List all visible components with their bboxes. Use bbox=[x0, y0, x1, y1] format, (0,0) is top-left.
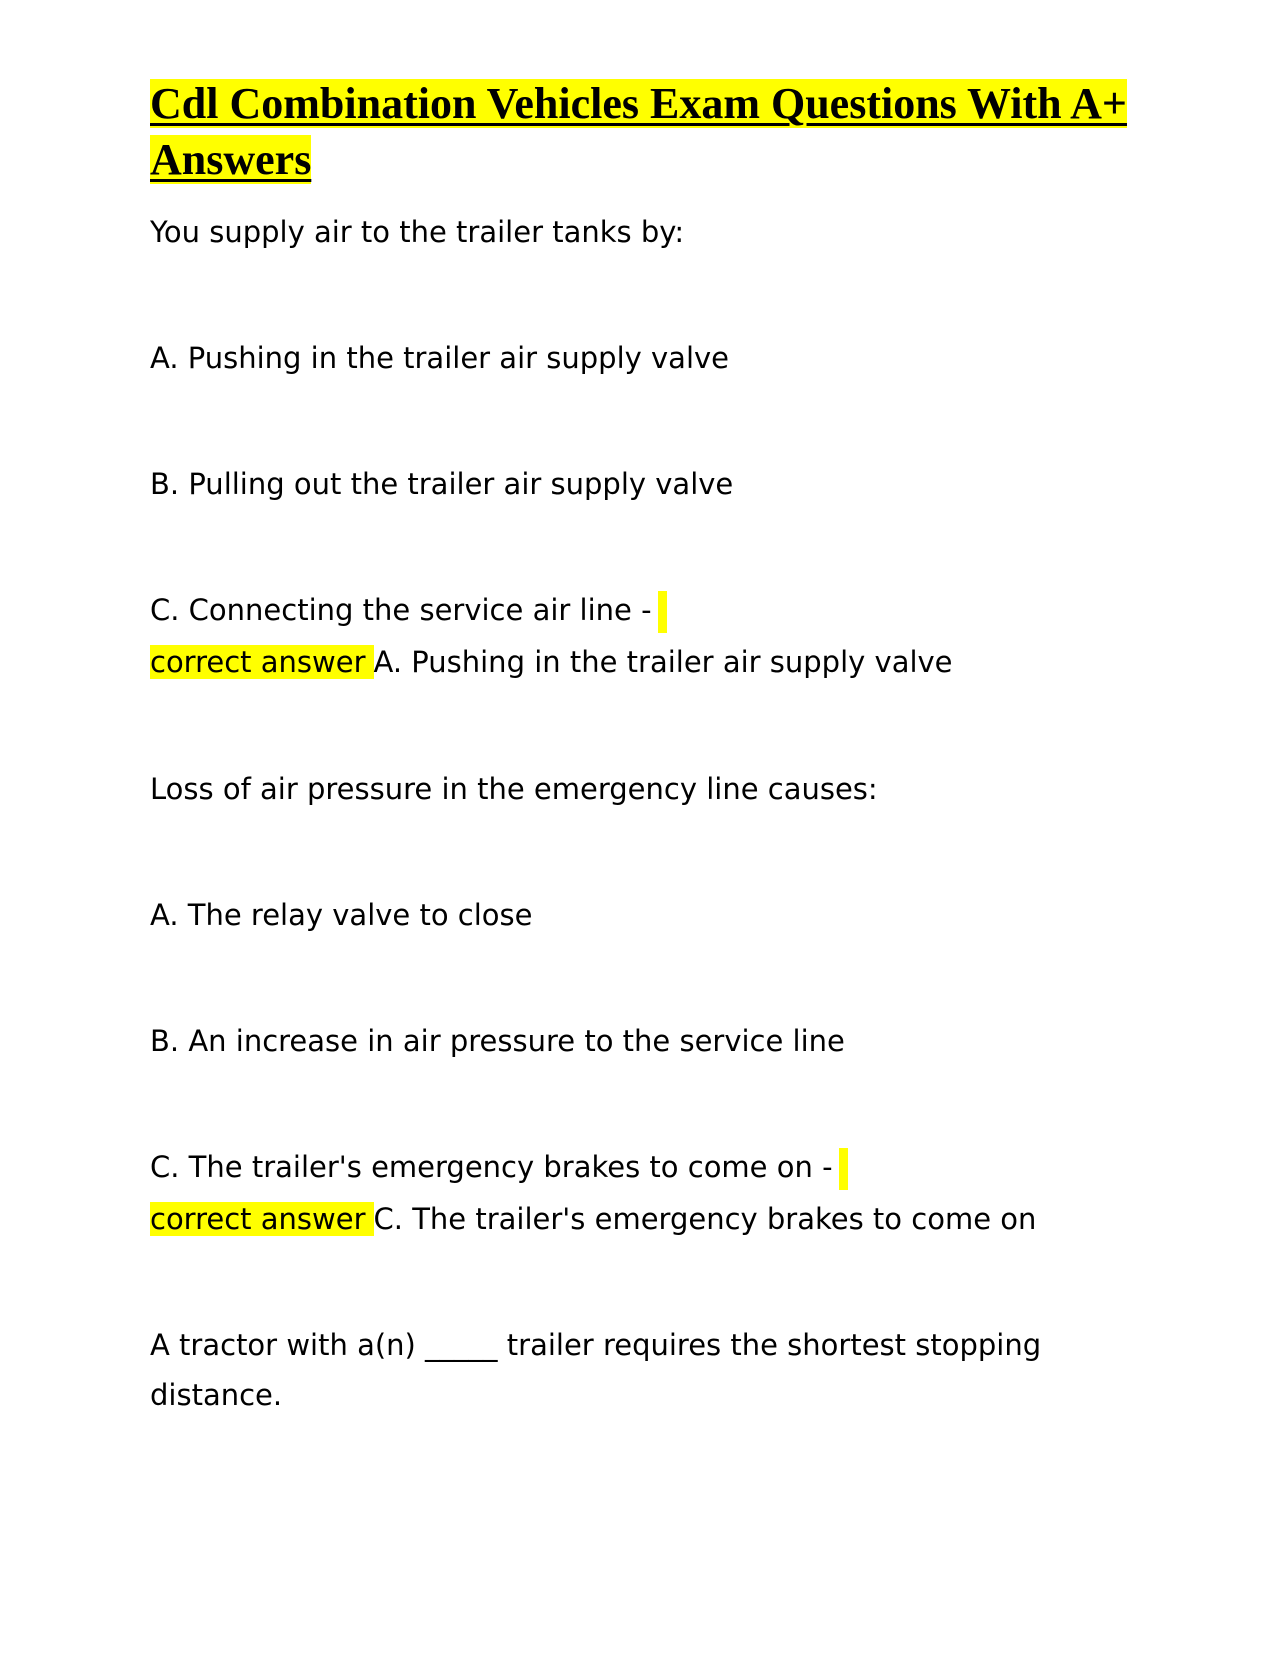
question-1-option-c bbox=[150, 590, 667, 633]
highlight-marker bbox=[839, 1148, 848, 1190]
correct-answer-label: correct answer bbox=[150, 1202, 374, 1236]
question-1-option-b: B. Pulling out the trailer air supply valve bbox=[150, 467, 734, 501]
question-2-option-c-text: C. The trailer's emergency brakes to come on - bbox=[150, 1150, 833, 1184]
question-2-answer bbox=[150, 1199, 1036, 1239]
question-1-option-a: A. Pushing in the trailer air supply valve bbox=[150, 341, 730, 375]
question-3-prompt: A tractor with a(n) _____ trailer requires the shortest stopping distance. bbox=[150, 1328, 1042, 1412]
question-1-option-c-text: C. Connecting the service air line - bbox=[150, 593, 652, 627]
question-1-prompt: You supply air to the trailer tanks by: bbox=[150, 215, 685, 249]
question-2-option-b: B. An increase in air pressure to the service line bbox=[150, 1024, 845, 1058]
question-1-answer bbox=[150, 642, 953, 682]
question-2-prompt: Loss of air pressure in the emergency line causes: bbox=[150, 772, 878, 806]
title-text: Cdl Combination Vehicles Exam Questions With A+ Answers bbox=[150, 79, 1127, 184]
answer-text: C. The trailer's emergency brakes to come on bbox=[373, 1202, 1037, 1236]
question-2-option-c bbox=[150, 1147, 848, 1190]
correct-answer-label: correct answer bbox=[150, 645, 374, 679]
answer-text: A. Pushing in the trailer air supply valve bbox=[373, 645, 953, 679]
highlight-marker bbox=[658, 591, 667, 633]
document-title bbox=[150, 76, 1150, 188]
question-2-option-a: A. The relay valve to close bbox=[150, 898, 533, 932]
